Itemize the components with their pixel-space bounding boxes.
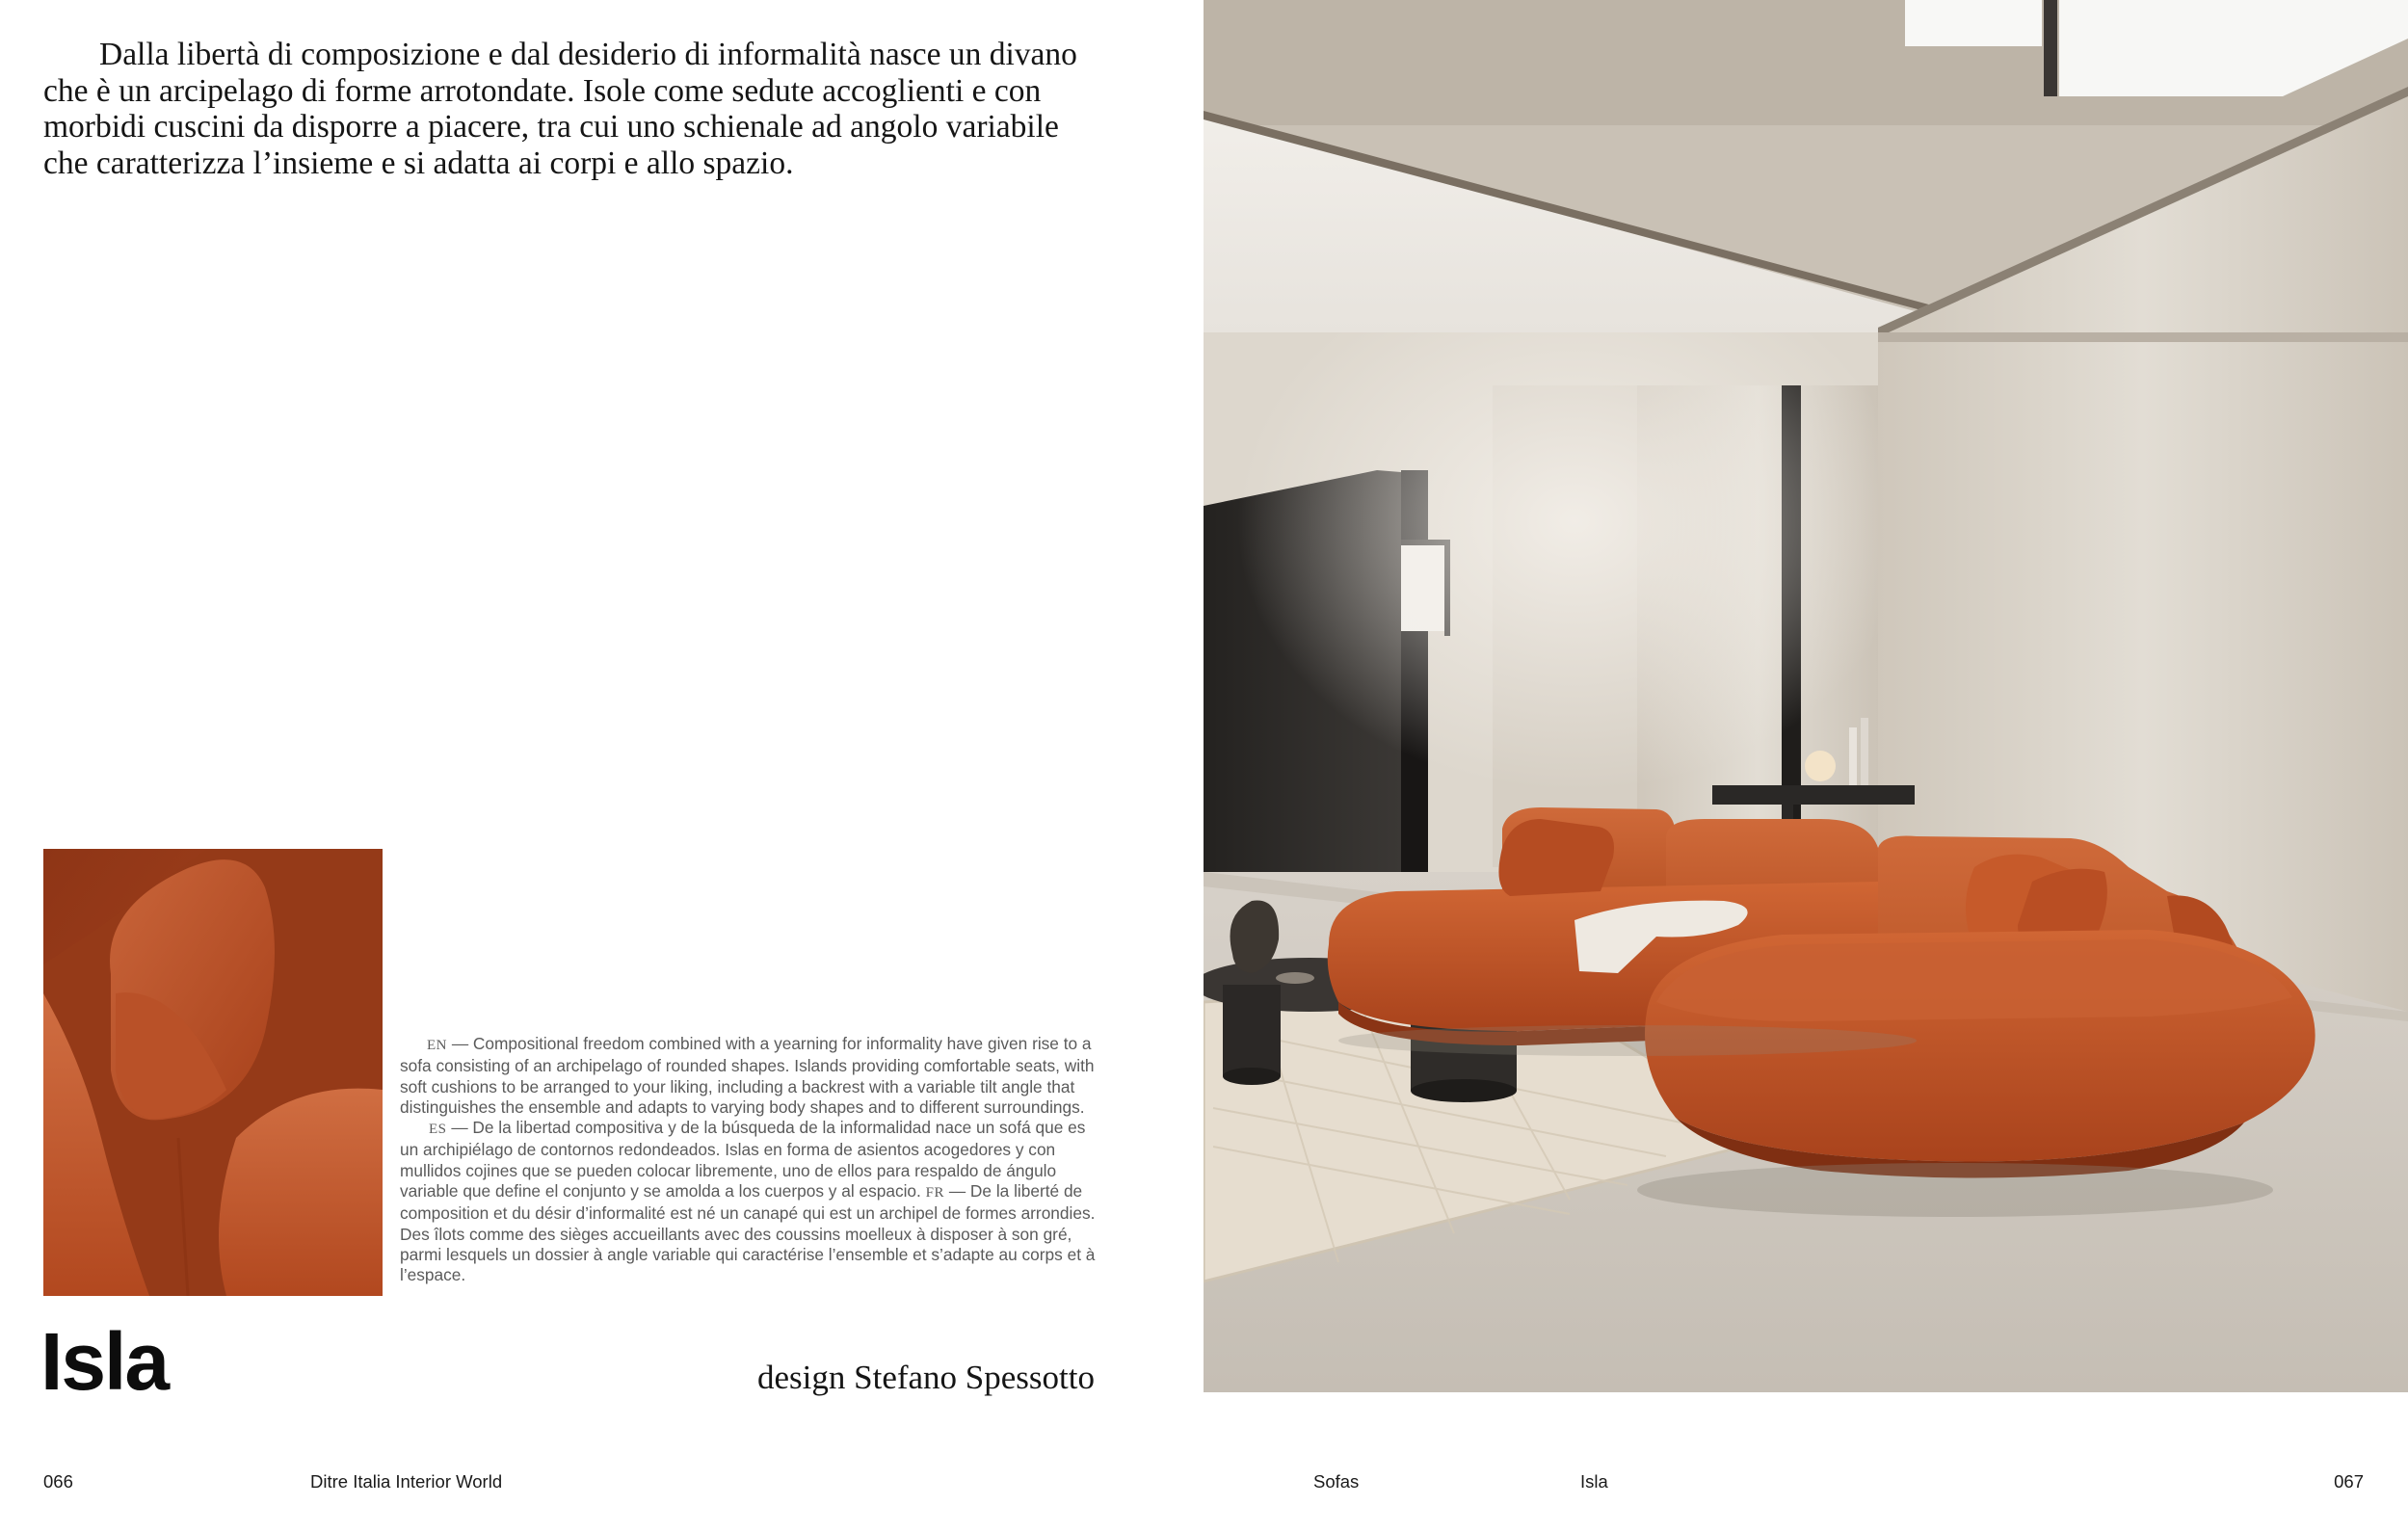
section-label: Sofas [1313,1471,1360,1492]
page-number-left: 066 [43,1471,73,1492]
translation-fr: — De la liberté de composition et du désir d’informalité est né un canapé qui est un archipel de formes arrondies. Des îlots comme des sièges accueillants avec des coussins moelleux à disposer à son gré, parmi lesquels un dossier à angle variable qui caractérise l’ensemble et s’adapte au corps et à l’espace. [400,1181,1096,1285]
living-room-illustration [1204,0,2408,1392]
translation-es: — De la libertad compositiva y de la búsqueda de la informalidad nace un sofá que es un archipiélago de contornos redondeados. Islas en forma de asientos acogedores y con mullidos cojines que se pueden colocar libremente, uno de ellos para respaldo de ángulo variable que define el conjunto y se amolda a los cuerpos y al espacio. [400,1118,1086,1202]
lang-code-en: EN [427,1038,447,1053]
translations-block [400,1034,1100,1286]
designer-credit: design Stefano Spessotto [757,1359,1095,1396]
sofa-detail-illustration [43,849,383,1296]
translation-en: — Compositional freedom combined with a yearning for informality have given rise to a sofa consisting of an archipelago of rounded shapes. Islands providing comfortable seats, with soft cushions to be arranged to your liking, including a backrest with a variable tilt angle that distinguishes the ensemble and adapts to varying body shapes and to different surroundings. [400,1034,1095,1117]
product-name: Isla [40,1316,169,1407]
living-room-photo [1204,0,2408,1392]
page-number-right: 067 [2334,1471,2364,1492]
sofa-detail-photo [43,849,383,1296]
lang-code-fr: FR [925,1185,945,1202]
product-label: Isla [1580,1471,1608,1492]
intro-paragraph: Dalla libertà di composizione e dal desiderio di informalità nasce un divano che è un arcipelago di forme arrotondate. Isole come sedute accoglienti e con morbidi cuscini da disporre a piacere, tra cui uno schienale ad angolo variabile che caratterizza l’insieme e si adatta ai corpi e allo spazio. [43,37,1077,181]
lang-code-es: ES [429,1122,447,1138]
publication-title: Ditre Italia Interior World [310,1471,503,1492]
